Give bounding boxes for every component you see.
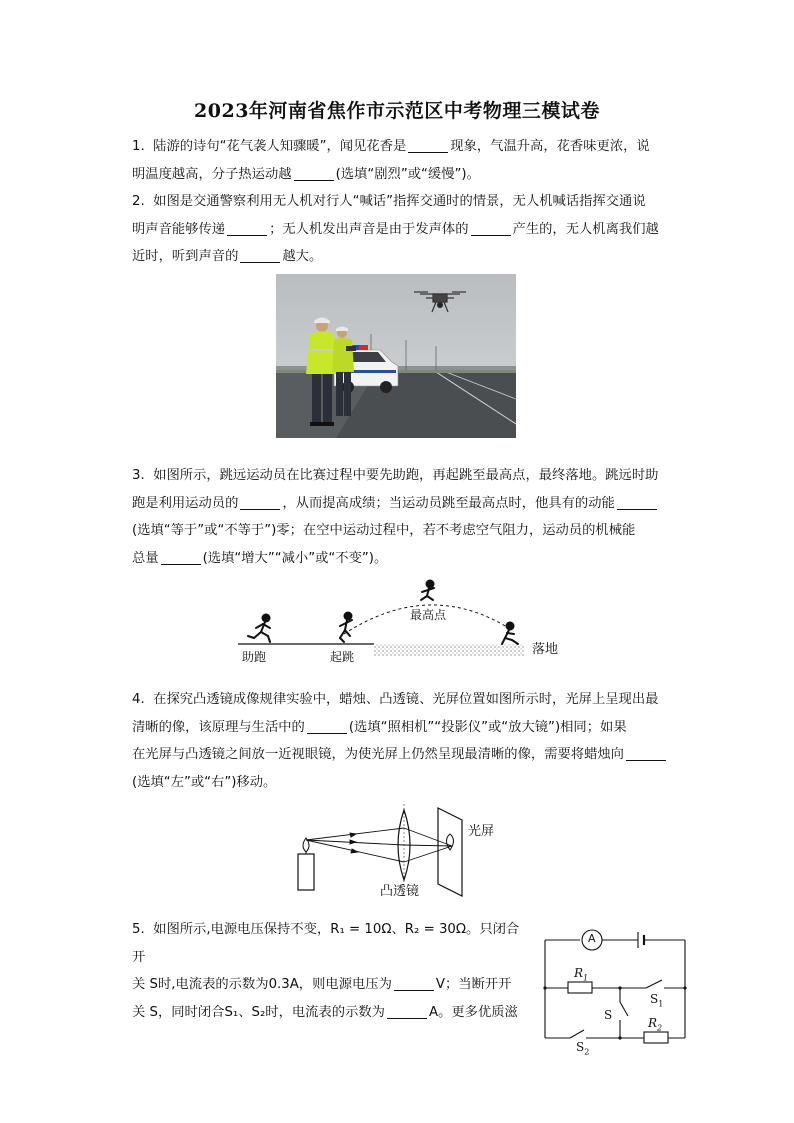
answer-blank[interactable] [617,495,657,510]
question-line [132,133,694,161]
r1-letter: R [574,966,584,980]
answer-blank[interactable] [408,138,448,153]
question-text: 在光屏与凸透镜之间放一近视眼镜，为使光屏上仍然呈现最清晰的像，需要将蜡烛向 [132,747,624,762]
answer-blank[interactable] [307,719,347,734]
answer-blank[interactable] [240,248,280,263]
question-text: 关 S时,电流表的示数为0.3A，则电源电压为 [132,977,392,992]
question-text: ，从而提高成绩；当运动员跳至最高点时，他具有的动能 [282,495,615,511]
question-text: 总量 [132,550,159,566]
exam-title: 2023年河南省焦作市示范区中考物理三模试卷 [194,100,600,122]
question-line [132,243,694,271]
question-text: (选填“等于”或“不等于”)零；在空中运动过程中，若不考虑空气阻力，运动员的机械能 [132,523,636,538]
question-text: 如图是交通警察利用无人机对行人“喊话”指挥交通时的情景，无人机喊话指挥交通说 [153,194,646,209]
question-text: 近时，听到声音的 [132,249,239,264]
candle-icon [298,838,314,890]
question-line [132,971,532,999]
question-line [132,188,694,216]
landing-label: 落地 [532,642,559,657]
answer-blank[interactable] [227,221,267,236]
question-number: 1. [132,139,145,154]
question-text: 关 S，同时闭合S₁、S₂时，电流表的示数为 [132,1004,385,1020]
answer-blank[interactable] [626,746,666,761]
question-3 [132,462,694,572]
question-text: V；当断开开 [435,977,512,992]
takeoff-label: 起跳 [330,650,355,664]
r2-letter: R [648,1016,658,1030]
answer-blank[interactable] [294,166,334,181]
lens-label: 凸透镜 [380,884,420,899]
question-text: 在探究凸透镜成像规律实验中，蜡烛、凸透镜、光屏位置如图所示时，光屏上呈现出最 [153,692,659,707]
highest-point-label: 最高点 [410,608,447,622]
runner-icon [248,615,270,643]
question-text: 产生的，无人机离我们越 [512,221,659,237]
long-jump-figure [234,578,574,664]
answer-blank[interactable] [387,1004,427,1019]
drone-police-photo [276,274,516,438]
s1-letter: S [650,992,659,1006]
question-line [132,490,694,518]
question-line [132,714,694,742]
s1-subscript: 1 [658,999,664,1009]
question-text: 越大。 [282,249,323,264]
question-text: 清晰的像，该原理与生活中的 [132,719,305,735]
question-line [132,462,694,490]
question-5 [132,916,532,1026]
question-text: 明温度越高，分子热运动越 [132,166,292,182]
highest-point-jumper-icon [421,581,434,601]
screen-label: 光屏 [468,824,495,839]
r2-subscript: 2 [657,1023,663,1033]
r1-subscript: 1 [583,973,589,983]
question-2 [132,188,694,271]
question-text: 跑是利用运动员的 [132,495,239,511]
s2-letter: S [576,1040,585,1054]
question-line [132,741,694,769]
question-text: (选填“增大”“减小”或“不变”)。 [202,550,388,566]
question-number: 5. [132,922,145,937]
question-line [132,517,694,545]
light-screen-icon [438,808,462,896]
s-label: S [604,1008,613,1022]
answer-blank[interactable] [240,495,280,510]
circuit-diagram [540,926,690,1058]
answer-blank[interactable] [394,976,434,991]
question-line [132,545,694,573]
question-line [132,686,694,714]
s2-subscript: 2 [584,1047,590,1057]
question-4 [132,686,694,796]
run-label: 助跑 [242,650,267,664]
answer-blank[interactable] [471,221,511,236]
light-rays [306,828,452,862]
s2-label [576,1040,589,1056]
question-text: 陆游的诗句“花气袭人知骤暖”，闻见花香是 [153,139,407,154]
takeoff-jumper-icon [340,613,352,643]
r1-label [574,966,588,982]
question-text: (选填“左”或“右”)移动。 [132,774,277,790]
convex-lens-figure [292,800,512,900]
question-1 [132,133,694,188]
question-text: A。更多优质滋 [428,1004,518,1020]
question-line [132,769,694,797]
ammeter-label: A [588,932,596,945]
question-text: 如图所示,电源电压保持不变，R₁ = 10Ω、R₂ = 30Ω。只闭合开 [132,922,520,965]
question-number: 4. [132,692,145,707]
question-number: 3. [132,468,145,483]
question-text: (选填“照相机”“投影仪”或“放大镜”)相同；如果 [348,719,627,735]
question-number: 2. [132,194,145,209]
question-text: 明声音能够传递 [132,221,226,237]
s1-label [650,992,663,1008]
question-line [132,161,694,189]
answer-blank[interactable] [161,550,201,565]
question-text: ；无人机发出声音是由于发声体的 [269,221,469,237]
r2-label [648,1016,662,1032]
question-text: 现象，气温升高，花香味更浓，说 [450,139,650,154]
question-text: (选填“剧烈”或“缓慢”)。 [335,166,480,182]
question-line [132,916,532,971]
question-line [132,216,694,244]
question-text: 如图所示，跳远运动员在比赛过程中要先助跑，再起跳至最高点，最终落地。跳远时助 [153,468,659,483]
question-line [132,999,532,1027]
